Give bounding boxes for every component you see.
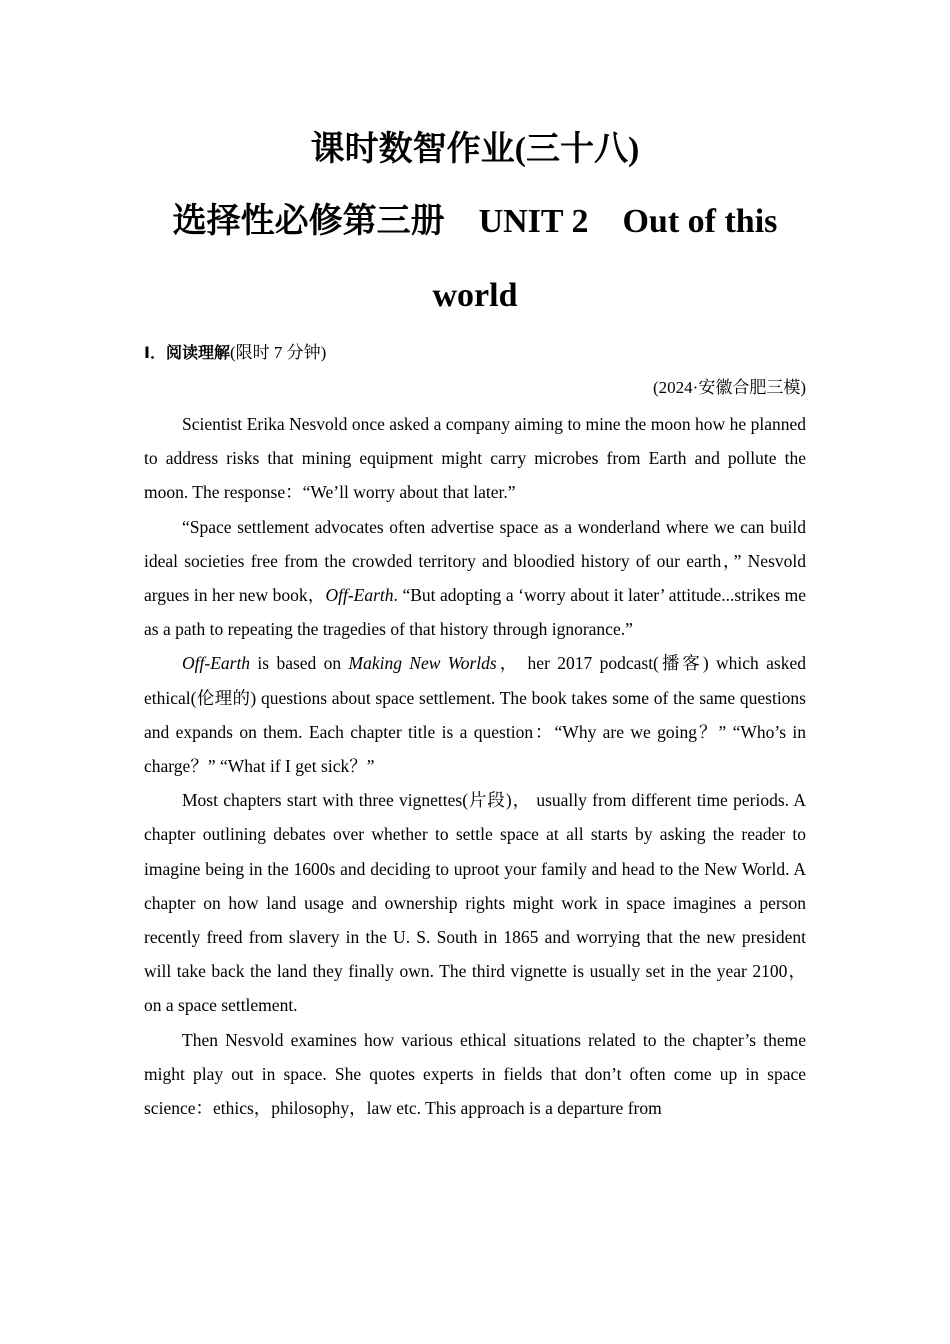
paragraph-3-part-1: is based on bbox=[250, 653, 349, 674]
unit-title bbox=[144, 202, 806, 242]
book-title: Off-Earth bbox=[325, 585, 394, 606]
page-title bbox=[144, 130, 806, 170]
section-label: 阅读理解 bbox=[165, 343, 230, 362]
textbook-volume: 选择性必修第三册 bbox=[172, 203, 445, 240]
unit-name-end: world bbox=[432, 277, 518, 314]
paragraph-2-part-2: . “But adopting a ‘worry about it later’ attitude...strikes me as a path to repeating the tragedies of that history through ignorance.” bbox=[144, 585, 806, 640]
paragraph-2 bbox=[144, 510, 806, 647]
paragraph-2-part-1: “Space settlement advocates often advertise space as a wonderland where we can build ideal societies free from the crowded territory and bloodied history of our earth，” Nesvold argues in her new book， bbox=[144, 516, 806, 606]
time-limit-note: (限时 7 分钟) bbox=[229, 343, 327, 362]
paragraph-3 bbox=[144, 646, 806, 783]
unit-number: UNIT 2 bbox=[478, 203, 589, 240]
paragraph-5: Then Nesvold examines how various ethical situations related to the chapter’s theme might play out in space. She quotes experts in fields that don’t often come up in space science：ethics，philosophy，law etc. This approach is a departure from bbox=[144, 1029, 806, 1119]
book-title: Off-Earth bbox=[182, 653, 251, 674]
podcast-title: Making New Worlds bbox=[348, 653, 497, 674]
section-number: Ⅰ． bbox=[144, 343, 166, 362]
section-heading bbox=[144, 340, 326, 366]
paragraph-4: Most chapters start with three vignettes(片段)， usually from different time periods. A chapter outlining debates over whether to settle space at all starts by asking the reader to imagine being in the 1600s and deciding to uproot your family and head to the New World. A chapter on how land usage and ownership rights might work in space imagines a person recently freed from slavery in the U. S. South in 1865 and worrying that the new president will take back the land they finally own. The third vignette is usually set in the year 2100， on a space settlement. bbox=[144, 790, 806, 1016]
title-line-1: 课时数智作业(三十八) bbox=[310, 131, 640, 168]
paragraph-1: Scientist Erika Nesvold once asked a company aiming to mine the moon how he planned to address risks that mining equipment might carry microbes from Earth and pollute the moon. The response：“We’ll worry about that later.” bbox=[144, 414, 806, 503]
passage-source: (2024·安徽合肥三模) bbox=[653, 378, 806, 397]
unit-name: Out of this bbox=[622, 203, 778, 240]
unit-title-continued bbox=[144, 276, 806, 316]
paragraph-3-part-2: ， her 2017 podcast(播客) which asked ethical(伦理的) questions about space settlement. The book takes some of the same questions and expands on them. Each chapter title is a question：“Why are we going？” “Who’s in charge？” “What if I get sick？” bbox=[144, 653, 806, 777]
reading-passage bbox=[144, 407, 806, 1125]
